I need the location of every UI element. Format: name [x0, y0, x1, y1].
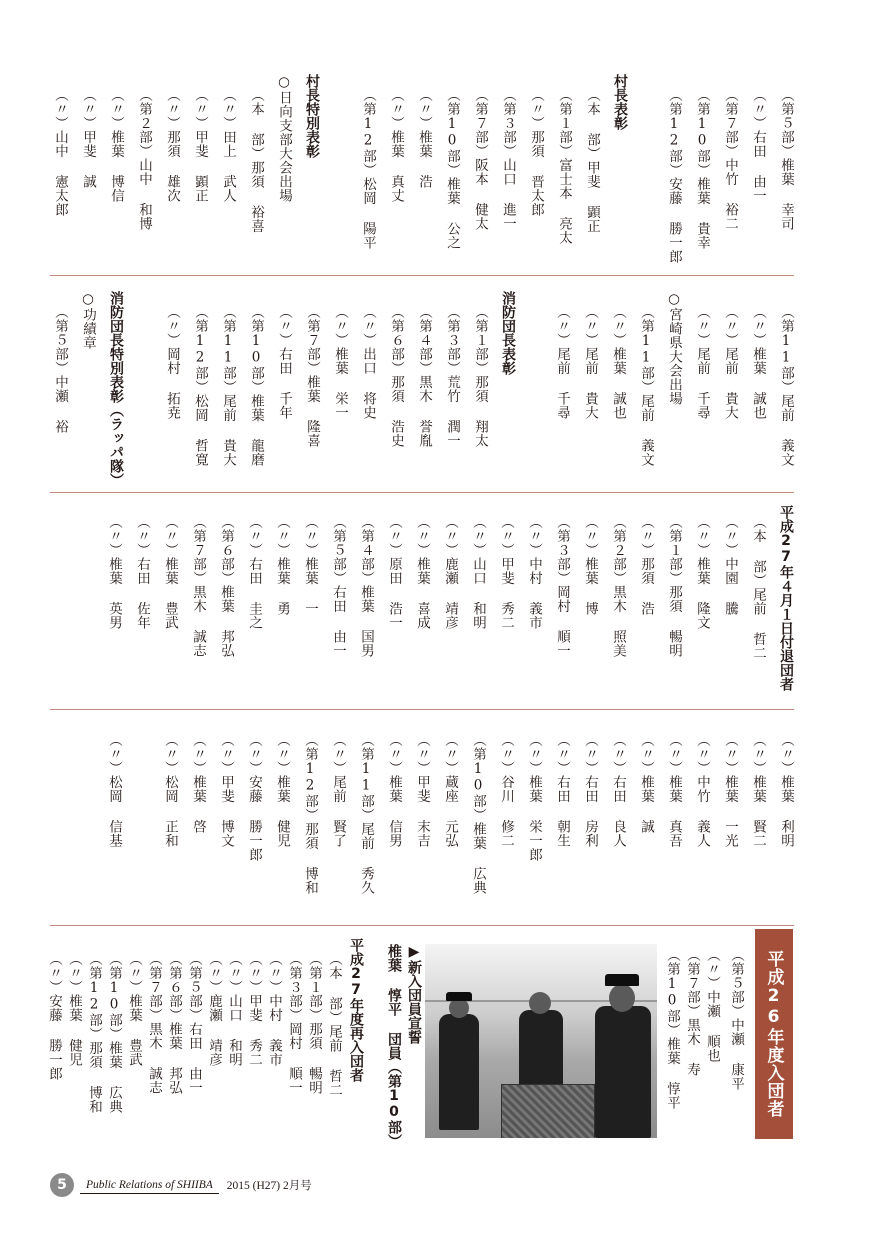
- heading-retirees: 平成27年４月１日付退団者: [778, 505, 794, 691]
- entry: （〃）蔵座 元弘: [442, 733, 458, 848]
- officer-cap: [605, 974, 639, 986]
- entry: （〃）中村 義市: [266, 952, 282, 1067]
- entry: （〃）尾前 千尋: [694, 305, 710, 420]
- entry: （第３部）山口 進一: [500, 88, 516, 231]
- entry: （第６部）椎葉 邦弘: [218, 515, 234, 658]
- entry: （〃）椎葉 信男: [386, 733, 402, 848]
- new-members-banner-title: 平成26年度入団者: [763, 950, 784, 1118]
- entry: （〃）甲斐 顕正: [192, 88, 208, 203]
- officer-head: [609, 984, 635, 1012]
- heading-village-special-award: 村長特別表彰: [304, 74, 320, 158]
- entry: （〃）甲斐 末吉: [414, 733, 430, 848]
- entry: （〃）安藤 勝一郎: [46, 952, 62, 1081]
- entry: （第６部）那須 浩史: [388, 305, 404, 448]
- entry: （〃）尾前 千尋: [554, 305, 570, 420]
- entry: （〃）那須 雄次: [164, 88, 180, 203]
- entry: （第11部）尾前 貴大: [220, 305, 236, 467]
- entry: （〃）椎葉 喜成: [414, 515, 430, 630]
- photo-caption-oath: ▶新入団員宣誓: [406, 944, 422, 1044]
- entry: （第５部）右田 由一: [330, 515, 346, 658]
- entry: （〃）尾前 賢了: [330, 733, 346, 848]
- entry: （〃）中園 騰: [722, 515, 738, 616]
- page-number: 5: [50, 1173, 74, 1197]
- entry: （第６部）椎葉 邦弘: [166, 952, 182, 1095]
- entry: （第１部）那須 暢明: [306, 952, 322, 1095]
- entry: （第７部）中竹 裕二: [722, 88, 738, 231]
- entry: （第10部）椎葉 龍磨: [248, 305, 264, 467]
- officer-figure-left: [439, 1014, 479, 1130]
- entry: （〃）甲斐 秀二: [246, 952, 262, 1067]
- entry: （〃）中竹 義人: [694, 733, 710, 848]
- entry: （第11部）尾前 義文: [638, 305, 654, 467]
- entry: （〃）椎葉 真丈: [388, 88, 404, 203]
- section-divider-3: [50, 709, 794, 710]
- photo-caption-member: 椎葉 惇平 団員（第10部）: [386, 944, 402, 1148]
- entry: （〃）椎葉 豊武: [162, 515, 178, 630]
- heading-village-award: 村長表彰: [612, 74, 628, 130]
- entry: （第５部）中瀬 裕: [52, 305, 68, 434]
- subheading-hyuga-branch: ○日向支部大会出場: [276, 74, 292, 203]
- officer-left-cap: [446, 992, 472, 1001]
- entry: （〃）椎葉 博信: [108, 88, 124, 203]
- officer-left-head: [449, 998, 469, 1018]
- entry: （第12部）那須 博和: [86, 952, 102, 1114]
- entry: （本 部）甲斐 顕正: [584, 88, 600, 233]
- entry: （第10部）椎葉 惇平: [664, 948, 680, 1110]
- entry: （〃）安藤 勝一郎: [246, 733, 262, 862]
- entry: （第３部）岡村 順一: [286, 952, 302, 1095]
- entry: （〃）山中 憲太郎: [52, 88, 68, 217]
- entry: （〃）椎葉 隆文: [694, 515, 710, 630]
- entry: （第７部）黒木 寿: [684, 948, 700, 1077]
- section-divider-2: [50, 492, 794, 493]
- entry: （〃）田上 武人: [220, 88, 236, 203]
- entry: （〃）椎葉 浩: [416, 88, 432, 189]
- section-divider-1: [50, 275, 794, 276]
- entry: （〃）椎葉 栄一郎: [526, 733, 542, 862]
- subheading-merit-medal: ○功績章: [80, 291, 96, 350]
- entry: （〃）岡村 拓尭: [164, 305, 180, 420]
- publication-name: Public Relations of SHIIBA: [80, 1177, 219, 1194]
- entry: （〃）松岡 信基: [106, 733, 122, 848]
- entry: （〃）椎葉 利明: [778, 733, 794, 848]
- entry: （〃）右田 佐年: [134, 515, 150, 630]
- entry: （〃）椎葉 一: [302, 515, 318, 616]
- section-divider-4: [50, 925, 794, 926]
- entry: （〃）甲斐 誠: [80, 88, 96, 189]
- entry: （第７部）黒木 誠志: [146, 952, 162, 1095]
- entry: （〃）椎葉 一光: [722, 733, 738, 848]
- entry: （第１部）那須 翔太: [472, 305, 488, 448]
- entry: （第10部）椎葉 貴幸: [694, 88, 710, 250]
- entry: （第５部）右田 由一: [186, 952, 202, 1095]
- entry: （〃）椎葉 啓: [190, 733, 206, 834]
- member-head: [529, 992, 551, 1014]
- entry: （〃）鹿瀬 靖彦: [206, 952, 222, 1067]
- entry: （〃）右田 圭之: [246, 515, 262, 630]
- entry: （〃）甲斐 秀二: [498, 515, 514, 630]
- page-footer: [50, 1172, 312, 1198]
- entry: （〃）出口 将史: [360, 305, 376, 420]
- entry: （〃）椎葉 勇: [274, 515, 290, 616]
- entry: （第12部）那須 博和: [302, 733, 318, 895]
- entry: （〃）椎葉 博: [582, 515, 598, 616]
- entry: （〃）原田 浩一: [386, 515, 402, 630]
- entry: （〃）椎葉 誠也: [750, 305, 766, 420]
- entry: （第５部）椎葉 幸司: [778, 88, 794, 231]
- entry: （〃）尾前 貴大: [722, 305, 738, 420]
- oath-photo: [425, 944, 657, 1138]
- entry: （第11部）尾前 義文: [778, 305, 794, 467]
- entry: （〃）椎葉 誠也: [610, 305, 626, 420]
- entry: （〃）椎葉 健児: [66, 952, 82, 1067]
- entry: （〃）椎葉 栄一: [332, 305, 348, 420]
- entry: （〃）椎葉 健児: [274, 733, 290, 848]
- entry: （〃）椎葉 真吾: [666, 733, 682, 848]
- entry: （〃）山口 和明: [226, 952, 242, 1067]
- entry: （第２部）山中 和博: [136, 88, 152, 231]
- entry: （第１部）那須 暢明: [666, 515, 682, 658]
- entry: （〃）椎葉 賢二: [750, 733, 766, 848]
- entry: （第２部）黒木 照美: [610, 515, 626, 658]
- entry: （第７部）阪本 健太: [472, 88, 488, 231]
- entry: （〃）右田 良人: [610, 733, 626, 848]
- entry: （第３部）荒竹 潤一: [444, 305, 460, 448]
- entry: （〃）中瀬 順也: [704, 948, 720, 1063]
- entry: （〃）山口 和明: [470, 515, 486, 630]
- entry: （第12部）松岡 陽平: [360, 88, 376, 250]
- entry: （〃）鹿瀬 靖彦: [442, 515, 458, 630]
- issue-label: 2015 (H27) 2月号: [226, 1180, 312, 1192]
- entry: （第４部）黒木 誉胤: [416, 305, 432, 448]
- entry: （第４部）椎葉 国男: [358, 515, 374, 658]
- entry: （第10部）椎葉 広典: [106, 952, 122, 1114]
- officer-figure: [595, 1006, 651, 1138]
- heading-rejoiners: 平成27年度再入団者: [348, 938, 364, 1082]
- entry: （〃）椎葉 豊武: [126, 952, 142, 1067]
- entry: （第５部）中瀬 康平: [728, 948, 744, 1091]
- entry: （〃）那須 晋太郎: [528, 88, 544, 217]
- heading-fire-chief-special-award: 消防団長特別表彰（ラッパ隊）: [108, 291, 124, 487]
- entry: （本 部）尾前 哲二: [750, 515, 766, 660]
- entry: （〃）椎葉 英男: [106, 515, 122, 630]
- entry: （第３部）岡村 順一: [554, 515, 570, 658]
- entry: （第１部）富士本 亮太: [556, 88, 572, 245]
- entry: （本 部）那須 裕喜: [248, 88, 264, 233]
- entry: （〃）右田 房利: [582, 733, 598, 848]
- new-members-banner: [755, 929, 793, 1139]
- entry: （第11部）尾前 秀久: [358, 733, 374, 895]
- subheading-miyazaki-tournament: ○宮崎県大会出場: [666, 291, 682, 406]
- entry: （〃）右田 千年: [276, 305, 292, 420]
- entry: （〃）那須 浩: [638, 515, 654, 616]
- entry: （第12部）松岡 哲寛: [192, 305, 208, 467]
- entry: （〃）右田 由一: [750, 88, 766, 203]
- entry: （本 部）尾前 哲二: [326, 952, 342, 1097]
- entry: （第12部）安藤 勝一郎: [666, 88, 682, 264]
- entry: （〃）中村 義市: [526, 515, 542, 630]
- ceremony-table: [501, 1084, 595, 1138]
- entry: （〃）谷川 修二: [498, 733, 514, 848]
- entry: （〃）松岡 正和: [162, 733, 178, 848]
- heading-fire-chief-award: 消防団長表彰: [500, 291, 516, 375]
- entry: （〃）椎葉 誠: [638, 733, 654, 834]
- entry: （第７部）黒木 誠志: [190, 515, 206, 658]
- entry: （第７部）椎葉 隆喜: [304, 305, 320, 448]
- entry: （〃）尾前 貴大: [582, 305, 598, 420]
- entry: （〃）右田 朝生: [554, 733, 570, 848]
- entry: （第10部）椎葉 公之: [444, 88, 460, 250]
- entry: （〃）甲斐 博文: [218, 733, 234, 848]
- entry: （第10部）椎葉 広典: [470, 733, 486, 895]
